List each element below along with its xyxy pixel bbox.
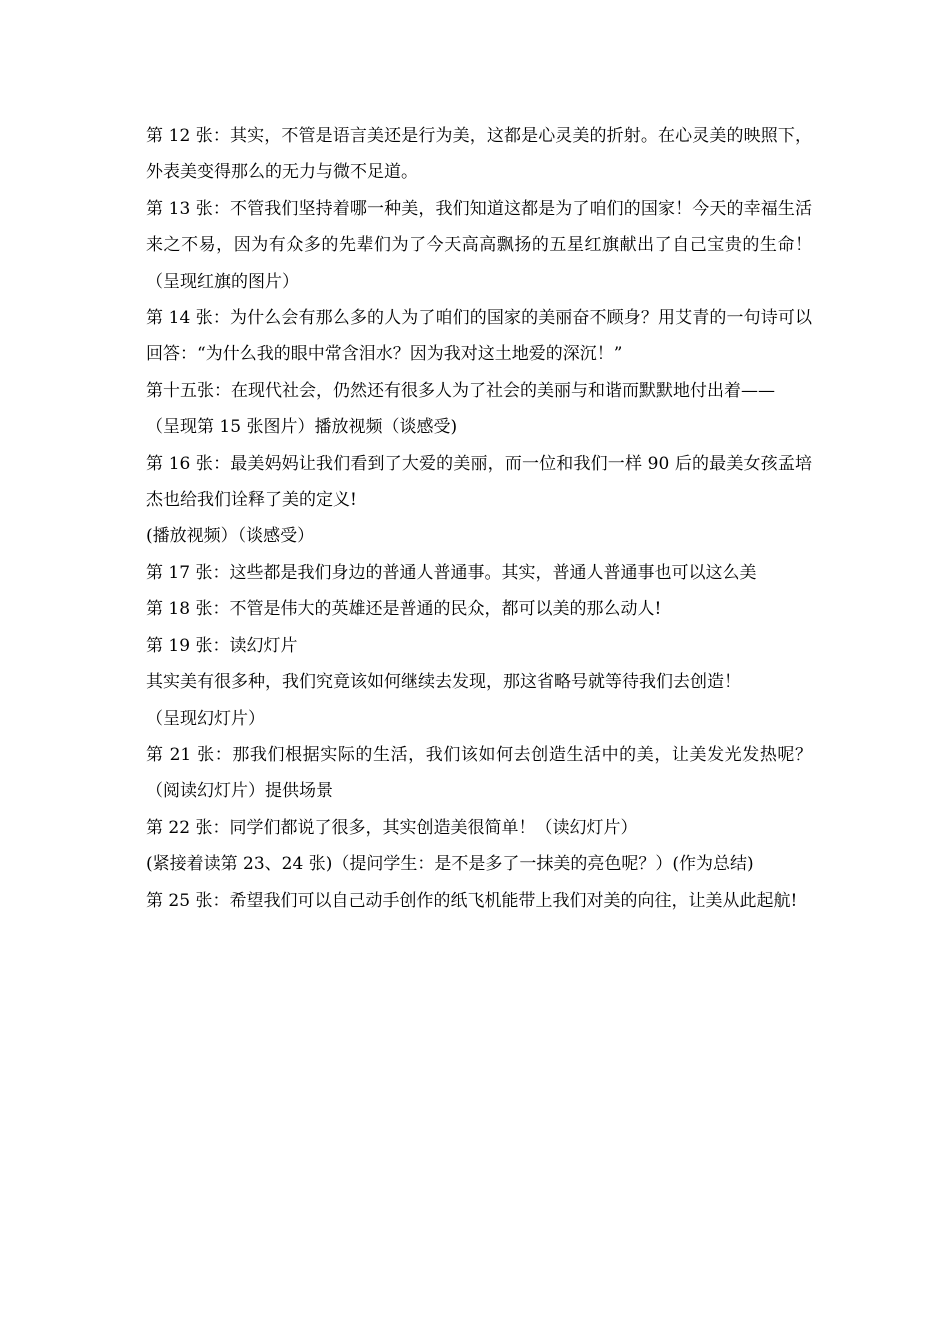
paragraph-slide-18: 第 18 张：不管是伟大的英雄还是普通的民众，都可以美的那么动人! (146, 599, 662, 620)
paragraph-slide-13: 第 13 张：不管我们坚持着哪一种美，我们知道这都是为了咱们的国家！今天的幸福生活来之不易，因为有众多的先辈们为了今天高高飘扬的五星红旗献出了自己宝贵的生命！（呈现红旗的图片） (146, 198, 812, 292)
paragraph-slide-16-note: (播放视频）（谈感受） (146, 526, 315, 547)
paragraph-slide-22: 第 22 张：同学们都说了很多，其实创造美很简单！（读幻灯片） (146, 817, 638, 838)
paragraph-slide-19: 第 19 张：读幻灯片 (146, 635, 298, 656)
paragraph-slide-19-text: 其实美有很多种，我们究竟该如何继续去发现，那这省略号就等待我们去创造！ (146, 672, 741, 693)
paragraph-slide-15-note: （呈现第 15 张图片）播放视频（谈感受) (146, 417, 458, 438)
paragraph-slide-25: 第 25 张：希望我们可以自己动手创作的纸飞机能带上我们对美的向往，让美从此起航! (146, 890, 798, 911)
paragraph-slide-21: 第 21 张：那我们根据实际的生活，我们该如何去创造生活中的美，让美发光发热呢？（阅读幻灯片）提供场景 (146, 744, 812, 802)
paragraph-slide-16: 第 16 张：最美妈妈让我们看到了大爱的美丽，而一位和我们一样 90 后的最美女孩孟培杰也给我们诠释了美的定义! (146, 453, 812, 511)
document-body (146, 118, 812, 919)
paragraph-slide-15: 第十五张：在现代社会，仍然还有很多人为了社会的美丽与和谐而默默地付出着—— (146, 380, 775, 401)
paragraph-slide-12: 第 12 张：其实，不管是语言美还是行为美，这都是心灵美的折射。在心灵美的映照下，外表美变得那么的无力与微不足道。 (146, 126, 812, 183)
paragraph-slide-14: 第 14 张：为什么会有那么多的人为了咱们的国家的美丽奋不顾身？用艾青的一句诗可以回答：“为什么我的眼中常含泪水？因为我对这土地爱的深沉！” (146, 308, 812, 365)
paragraph-slide-19-note: （呈现幻灯片） (146, 708, 265, 729)
paragraph-slide-17: 第 17 张：这些都是我们身边的普通人普通事。其实，普通人普通事也可以这么美 (146, 562, 757, 583)
paragraph-slide-23-24: (紧接着读第 23、24 张)（提问学生：是不是多了一抹美的亮色呢？）(作为总结) (146, 854, 754, 875)
